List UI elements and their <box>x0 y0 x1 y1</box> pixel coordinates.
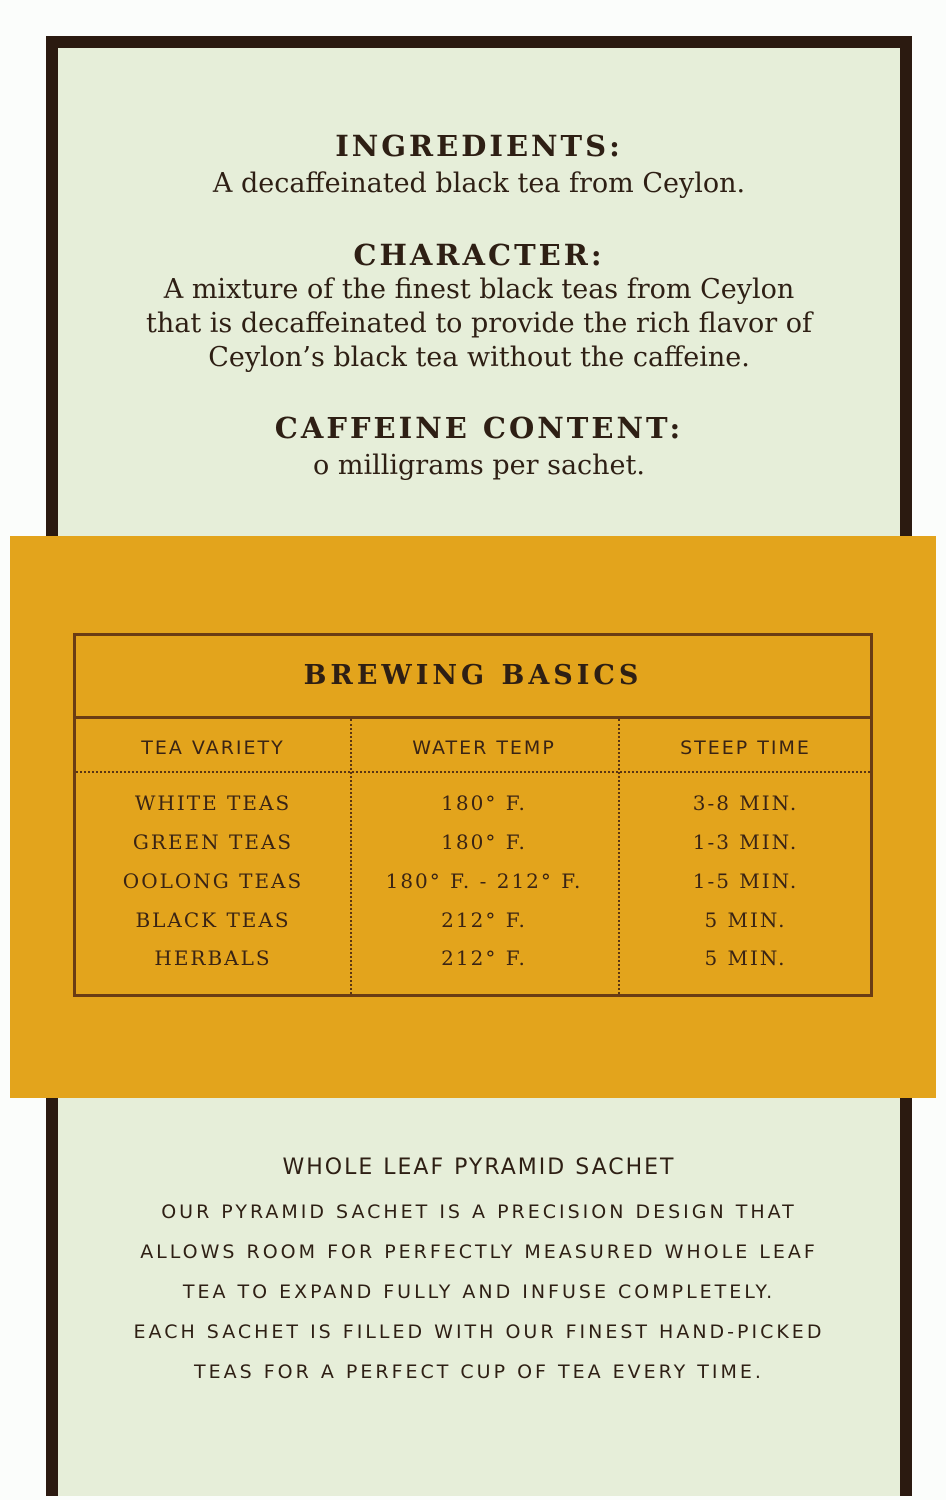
table-cell: BLACK TEAS <box>135 908 291 932</box>
table-cell: WHITE TEAS <box>134 791 292 815</box>
caffeine-text: o milligrams per sachet. <box>313 450 645 481</box>
table-cell: 212° F. <box>441 908 527 932</box>
table-cell: 3-8 MIN. <box>692 791 799 815</box>
header-steep-time: STEEP TIME <box>680 737 811 759</box>
sachet-line-1: OUR PYRAMID SACHET IS A PRECISION DESIGN THAT <box>161 1201 797 1223</box>
brewing-table <box>73 633 873 997</box>
header-water-temp: WATER TEMP <box>412 737 556 759</box>
table-cell: 180° F. <box>441 791 527 815</box>
caffeine-heading: CAFFEINE CONTENT: <box>274 411 684 445</box>
table-cell: 180° F. <box>441 830 527 854</box>
table-cell: GREEN TEAS <box>132 830 294 854</box>
table-cell: OOLONG TEAS <box>122 869 304 893</box>
header-tea-variety: TEA VARIETY <box>141 737 285 759</box>
table-cell: 212° F. <box>441 946 527 970</box>
sachet-title: WHOLE LEAF PYRAMID SACHET <box>282 1155 676 1180</box>
table-cell: 5 MIN. <box>704 908 787 932</box>
header-divider <box>76 771 870 773</box>
table-cell: HERBALS <box>154 946 272 970</box>
character-line-1: A mixture of the finest black teas from Ceylon <box>163 274 795 305</box>
ingredients-text: A decaffeinated black tea from Ceylon. <box>212 168 746 199</box>
character-heading: CHARACTER: <box>353 238 605 272</box>
ingredients-heading: INGREDIENTS: <box>335 129 623 163</box>
table-cell: 1-3 MIN. <box>692 830 799 854</box>
table-cell: 1-5 MIN. <box>692 869 799 893</box>
table-cell: 180° F. - 212° F. <box>385 869 583 893</box>
character-line-3: Ceylon’s black tea without the caffeine. <box>208 342 750 373</box>
sachet-line-5: TEAS FOR A PERFECT CUP OF TEA EVERY TIME. <box>194 1361 764 1383</box>
character-line-2: that is decaffeinated to provide the rich flavor of <box>146 308 812 339</box>
brewing-title: BREWING BASICS <box>303 660 643 691</box>
sachet-line-3: TEA TO EXPAND FULLY AND INFUSE COMPLETELY. <box>182 1281 776 1303</box>
sachet-line-2: ALLOWS ROOM FOR PERFECTLY MEASURED WHOLE LEAF <box>140 1241 818 1263</box>
title-divider <box>76 716 870 719</box>
sachet-line-4: EACH SACHET IS FILLED WITH OUR FINEST HAND-PICKED <box>133 1321 825 1343</box>
table-cell: 5 MIN. <box>704 946 787 970</box>
